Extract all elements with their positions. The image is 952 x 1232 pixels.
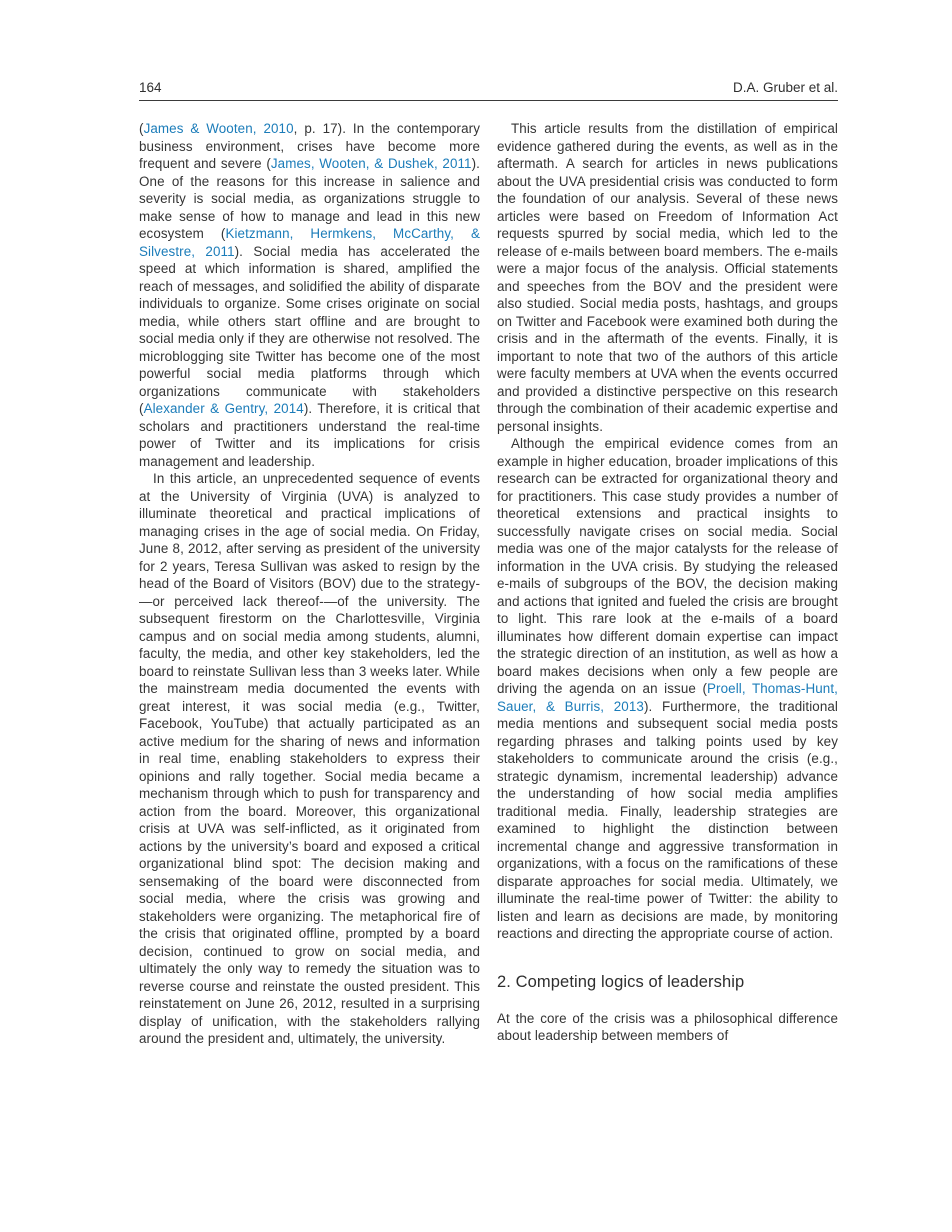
body-paragraph: In this article, an unprecedented sequence of events at the University of Virginia (UVA) is analyzed to illuminate theoretical and practical implications of managing crises in the age of social media. On Friday, June 8, 2012, after serving as president of the university for 2 years, Teresa Sullivan was asked to resign by the head of the Board of Visitors (BOV) due to the strategy-—or perceived lack thereof-—of the university. The subsequent firestorm on the Charlottesville, Virginia campus and on social media among students, alumni, faculty, the media, and other key stakeholders, led the board to reinstate Sullivan less than 3 weeks later. While the mainstream media documented the events with great interest, it was social media (e.g., Twitter, Facebook, YouTube) that actually participated as an active medium for the sharing of news and information in real time, enabling stakeholders to express their opinions and rally together. Social media became a mechanism through which to push for transparency and action from the board. Moreover, this organizational crisis at UVA was self-inflicted, as it originated from actions by the university’s board and exposed a critical organizational blind spot: The decision making and sensemaking of the board were disconnected from social media, where the crisis was growing and stakeholders were organizing. The metaphorical fire of the crisis that originated offline, prompted by a board decision, continued to grow on social media, and ultimately the only way to remedy the situation was to reverse course and reinstate the ousted president. This reinstatement on June 26, 2012, resulted in a surprising display of unification, with the stakeholders rallying around the president and, ultimately, the university. [139, 471, 480, 1046]
body-paragraph: (James & Wooten, 2010, p. 17). In the contemporary business environment, crises have become more frequent and severe (James, Wooten, & Dushek, 2011). One of the reasons for this increase in salience and severity is social media, as organizations struggle to make sense of how to manage and lead in this new ecosystem (Kietzmann, Hermkens, McCarthy, & Silvestre, 2011). Social media has accelerated the speed at which information is shared, amplified the reach of messages, and solidified the ability of disparate individuals to organize. Some crises originate on social media, while others start offline and are brought to social media only if they are otherwise not resolved. The microblogging site Twitter has become one of the most powerful social media platforms through which organizations communicate with stakeholders (Alexander & Gentry, 2014). Therefore, it is critical that scholars and practitioners understand the real-time power of Twitter and its implications for crisis management and leadership. [139, 121, 480, 469]
right-column [497, 120, 838, 1048]
body-paragraph: At the core of the crisis was a philosophical difference about leadership between members of [497, 1010, 838, 1043]
citation-link[interactable]: Kietzmann, Hermkens, McCarthy, & Silvestre, 2011 [139, 226, 480, 259]
body-paragraph: This article results from the distillation of empirical evidence gathered during the events, as well as in the aftermath. A search for articles in news publications about the UVA presidential crisis was conducted to form the foundation of our analysis. Several of these news articles were based on Freedom of Information Act requests spurred by social media, which led to the release of e-mails between board members. The e-mails were a major focus of the analysis. Official statements and speeches from the BOV and the president were also studied. Social media posts, hashtags, and groups on Twitter and Facebook were examined both during the crisis and in the aftermath of the events. Finally, it is important to note that two of the authors of this article were faculty members at UVA when the events occurred and provided a distinctive perspective on this research through the combination of their academic expertise and personal insights. [497, 121, 838, 434]
body-paragraph: Although the empirical evidence comes from an example in higher education, broader implications of this research can be extracted for organizational theory and for practitioners. This case study provides a number of theoretical extensions and practical insights to successfully navigate crises on social media. Social media was one of the major catalysts for the release of information in the UVA crisis. By studying the released e-mails of subgroups of the BOV, the decision making and actions that ignited and fueled the crisis are brought to light. This rare look at the e-mails of a board illuminates how different domain expertise can impact the strategic direction of an institution, as well as how a board makes decisions when only a few people are driving the agenda on an issue (Proell, Thomas-Hunt, Sauer, & Burris, 2013). Furthermore, the traditional media mentions and subsequent social media posts regarding phrases and talking points used by key stakeholders to communicate around the crisis (e.g., strategic dynamism, incremental leadership) advance the understanding of how social media amplifies traditional media. Finally, leadership strategies are examined to highlight the distinction between incremental change and aggressive transformation in organizations, with a focus on the ramifications of these disparate approaches for social media. Ultimately, we illuminate the real-time power of Twitter: the ability to listen and learn as decisions are made, by monitoring reactions and directing the appropriate course of action. [497, 436, 838, 941]
paper-page [139, 80, 838, 1048]
citation-link[interactable]: James & Wooten, 2010 [143, 121, 294, 136]
citation-link[interactable]: Alexander & Gentry, 2014 [143, 401, 304, 416]
running-title: D.A. Gruber et al. [732, 80, 838, 95]
left-column [139, 120, 480, 1048]
two-column-body [139, 120, 838, 1048]
citation-link[interactable]: James, Wooten, & Dushek, 2011 [270, 156, 472, 171]
running-header [139, 80, 838, 101]
page-number: 164 [139, 80, 162, 95]
citation-link[interactable]: Proell, Thomas-Hunt, Sauer, & Burris, 2013 [497, 681, 838, 714]
section-heading: 2. Competing logics of leadership [497, 972, 745, 991]
